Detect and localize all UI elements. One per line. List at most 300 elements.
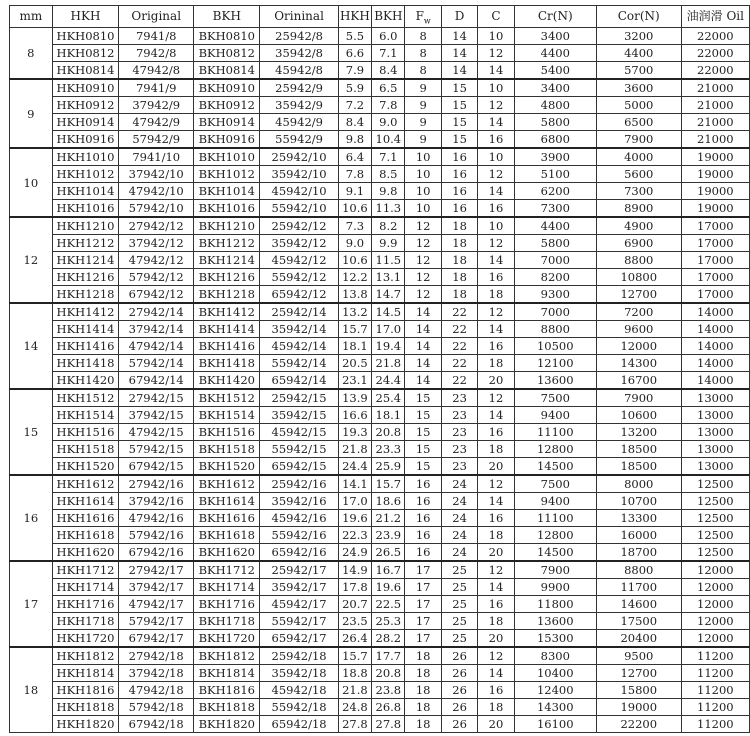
- mm-cell: 15: [10, 389, 53, 475]
- hkh-cell: HKH1618: [52, 527, 119, 544]
- hkh-weight-cell: 26.4: [338, 630, 372, 648]
- oil-cell: 12500: [681, 510, 749, 527]
- bkh-cell: BKH1620: [194, 544, 260, 562]
- c-cell: 10: [478, 148, 514, 166]
- bkh-weight-cell: 25.4: [372, 389, 405, 407]
- mm-cell: 14: [10, 303, 53, 389]
- cr-cell: 15300: [514, 630, 596, 648]
- d-cell: 25: [441, 613, 477, 630]
- cor-cell: 4400: [596, 45, 681, 62]
- cor-cell: 20400: [596, 630, 681, 648]
- bkh-weight-cell: 28.2: [372, 630, 405, 648]
- table-row: [10, 389, 750, 407]
- cr-cell: 9300: [514, 286, 596, 304]
- bkh-weight-cell: 9.0: [372, 114, 405, 131]
- header-oil: 油润滑 Oil: [681, 6, 749, 28]
- c-cell: 14: [478, 252, 514, 269]
- d-cell: 26: [441, 716, 477, 733]
- fw-cell: 16: [405, 510, 441, 527]
- cr-cell: 5800: [514, 114, 596, 131]
- bkh-weight-cell: 6.0: [372, 28, 405, 45]
- cor-cell: 6500: [596, 114, 681, 131]
- fw-cell: 16: [405, 544, 441, 562]
- header-fw: [405, 6, 441, 28]
- hkh-weight-cell: 23.5: [338, 613, 372, 630]
- cr-cell: 13600: [514, 372, 596, 390]
- header-bkh: BKH: [194, 6, 260, 28]
- hkh-weight-cell: 10.6: [338, 200, 372, 218]
- hkh-cell: HKH1716: [52, 596, 119, 613]
- oil-cell: 12500: [681, 475, 749, 493]
- oil-cell: 19000: [681, 200, 749, 218]
- bkh-weight-cell: 17.7: [372, 647, 405, 665]
- hkh-weight-cell: 7.8: [338, 166, 372, 183]
- oil-cell: 17000: [681, 286, 749, 304]
- d-cell: 22: [441, 338, 477, 355]
- orininal-cell: 55942/17: [260, 613, 338, 630]
- c-cell: 18: [478, 527, 514, 544]
- oil-cell: 12000: [681, 630, 749, 648]
- fw-cell: 15: [405, 407, 441, 424]
- d-cell: 26: [441, 699, 477, 716]
- original-cell: 7941/9: [119, 79, 194, 97]
- table-row: [10, 424, 750, 441]
- d-cell: 18: [441, 235, 477, 252]
- c-cell: 20: [478, 630, 514, 648]
- hkh-cell: HKH1812: [52, 647, 119, 665]
- table-row: [10, 217, 750, 235]
- oil-cell: 21000: [681, 114, 749, 131]
- cor-cell: 7200: [596, 303, 681, 321]
- c-cell: 14: [478, 665, 514, 682]
- bkh-cell: BKH1520: [194, 458, 260, 476]
- c-cell: 20: [478, 544, 514, 562]
- bkh-cell: BKH1516: [194, 424, 260, 441]
- cr-cell: 11100: [514, 424, 596, 441]
- cor-cell: 8900: [596, 200, 681, 218]
- bkh-weight-cell: 8.2: [372, 217, 405, 235]
- table-row: [10, 544, 750, 562]
- hkh-weight-cell: 13.2: [338, 303, 372, 321]
- bkh-weight-cell: 14.7: [372, 286, 405, 304]
- cor-cell: 8000: [596, 475, 681, 493]
- cor-cell: 18700: [596, 544, 681, 562]
- c-cell: 20: [478, 458, 514, 476]
- hkh-weight-cell: 20.7: [338, 596, 372, 613]
- c-cell: 12: [478, 561, 514, 579]
- oil-cell: 13000: [681, 407, 749, 424]
- hkh-cell: HKH1818: [52, 699, 119, 716]
- cor-cell: 9600: [596, 321, 681, 338]
- table-row: [10, 148, 750, 166]
- original-cell: 37942/12: [119, 235, 194, 252]
- table-row: [10, 493, 750, 510]
- bkh-weight-cell: 9.9: [372, 235, 405, 252]
- fw-cell: 10: [405, 200, 441, 218]
- orininal-cell: 55942/10: [260, 200, 338, 218]
- cr-cell: 4800: [514, 97, 596, 114]
- header-mm: mm: [10, 6, 53, 28]
- fw-cell: 9: [405, 79, 441, 97]
- table-row: [10, 28, 750, 45]
- c-cell: 18: [478, 286, 514, 304]
- original-cell: 47942/10: [119, 183, 194, 200]
- hkh-weight-cell: 18.8: [338, 665, 372, 682]
- c-cell: 12: [478, 475, 514, 493]
- cor-cell: 4000: [596, 148, 681, 166]
- hkh-weight-cell: 13.8: [338, 286, 372, 304]
- cr-cell: 7000: [514, 252, 596, 269]
- mm-cell: 17: [10, 561, 53, 647]
- cr-cell: 8800: [514, 321, 596, 338]
- hkh-cell: HKH1712: [52, 561, 119, 579]
- original-cell: 47942/14: [119, 338, 194, 355]
- fw-cell: 15: [405, 441, 441, 458]
- c-cell: 14: [478, 579, 514, 596]
- table-row: [10, 630, 750, 648]
- hkh-weight-cell: 12.2: [338, 269, 372, 286]
- original-cell: 7942/8: [119, 45, 194, 62]
- hkh-cell: HKH1412: [52, 303, 119, 321]
- bkh-weight-cell: 13.1: [372, 269, 405, 286]
- bkh-cell: BKH1016: [194, 200, 260, 218]
- c-cell: 12: [478, 389, 514, 407]
- bkh-weight-cell: 19.6: [372, 579, 405, 596]
- c-cell: 10: [478, 28, 514, 45]
- d-cell: 24: [441, 544, 477, 562]
- cor-cell: 22200: [596, 716, 681, 733]
- oil-cell: 17000: [681, 269, 749, 286]
- hkh-weight-cell: 21.8: [338, 441, 372, 458]
- header-d: D: [441, 6, 477, 28]
- original-cell: 67942/18: [119, 716, 194, 733]
- original-cell: 37942/17: [119, 579, 194, 596]
- header-fw-sub: w: [423, 16, 431, 26]
- bkh-cell: BKH1518: [194, 441, 260, 458]
- hkh-cell: HKH1518: [52, 441, 119, 458]
- c-cell: 14: [478, 321, 514, 338]
- table-row: [10, 510, 750, 527]
- d-cell: 22: [441, 303, 477, 321]
- fw-cell: 8: [405, 28, 441, 45]
- cr-cell: 9900: [514, 579, 596, 596]
- fw-cell: 10: [405, 166, 441, 183]
- c-cell: 18: [478, 613, 514, 630]
- cor-cell: 3200: [596, 28, 681, 45]
- cor-cell: 17500: [596, 613, 681, 630]
- orininal-cell: 55942/12: [260, 269, 338, 286]
- oil-cell: 19000: [681, 148, 749, 166]
- fw-cell: 16: [405, 475, 441, 493]
- oil-cell: 22000: [681, 28, 749, 45]
- hkh-cell: HKH1714: [52, 579, 119, 596]
- oil-cell: 13000: [681, 424, 749, 441]
- cor-cell: 7900: [596, 389, 681, 407]
- fw-cell: 12: [405, 217, 441, 235]
- hkh-cell: HKH1816: [52, 682, 119, 699]
- hkh-weight-cell: 19.6: [338, 510, 372, 527]
- orininal-cell: 25942/14: [260, 303, 338, 321]
- c-cell: 20: [478, 372, 514, 390]
- table-row: [10, 458, 750, 476]
- bkh-cell: BKH1720: [194, 630, 260, 648]
- bkh-cell: BKH1012: [194, 166, 260, 183]
- table-row: [10, 131, 750, 149]
- cr-cell: 12800: [514, 441, 596, 458]
- cor-cell: 14300: [596, 355, 681, 372]
- c-cell: 12: [478, 303, 514, 321]
- d-cell: 18: [441, 252, 477, 269]
- bkh-weight-cell: 18.1: [372, 407, 405, 424]
- cr-cell: 9400: [514, 407, 596, 424]
- hkh-weight-cell: 24.8: [338, 699, 372, 716]
- fw-cell: 14: [405, 355, 441, 372]
- orininal-cell: 55942/18: [260, 699, 338, 716]
- fw-cell: 10: [405, 183, 441, 200]
- c-cell: 16: [478, 200, 514, 218]
- hkh-weight-cell: 15.7: [338, 321, 372, 338]
- oil-cell: 21000: [681, 131, 749, 149]
- original-cell: 27942/12: [119, 217, 194, 235]
- oil-cell: 17000: [681, 252, 749, 269]
- bkh-cell: BKH1216: [194, 269, 260, 286]
- bkh-weight-cell: 11.5: [372, 252, 405, 269]
- d-cell: 15: [441, 97, 477, 114]
- cor-cell: 8800: [596, 561, 681, 579]
- bkh-weight-cell: 7.1: [372, 148, 405, 166]
- hkh-cell: HKH1012: [52, 166, 119, 183]
- hkh-weight-cell: 24.4: [338, 458, 372, 476]
- orininal-cell: 65942/12: [260, 286, 338, 304]
- c-cell: 10: [478, 79, 514, 97]
- original-cell: 27942/16: [119, 475, 194, 493]
- hkh-cell: HKH0910: [52, 79, 119, 97]
- table-row: [10, 321, 750, 338]
- orininal-cell: 55942/15: [260, 441, 338, 458]
- bkh-weight-cell: 10.4: [372, 131, 405, 149]
- fw-cell: 8: [405, 62, 441, 80]
- d-cell: 16: [441, 200, 477, 218]
- table-row: [10, 166, 750, 183]
- fw-cell: 12: [405, 286, 441, 304]
- orininal-cell: 55942/16: [260, 527, 338, 544]
- orininal-cell: 35942/17: [260, 579, 338, 596]
- original-cell: 67942/16: [119, 544, 194, 562]
- fw-cell: 14: [405, 303, 441, 321]
- bkh-weight-cell: 25.3: [372, 613, 405, 630]
- bkh-cell: BKH1818: [194, 699, 260, 716]
- oil-cell: 12500: [681, 493, 749, 510]
- hkh-weight-cell: 9.1: [338, 183, 372, 200]
- oil-cell: 11200: [681, 716, 749, 733]
- bkh-cell: BKH1514: [194, 407, 260, 424]
- original-cell: 7941/10: [119, 148, 194, 166]
- cr-cell: 5800: [514, 235, 596, 252]
- table-row: [10, 338, 750, 355]
- d-cell: 14: [441, 45, 477, 62]
- fw-cell: 9: [405, 131, 441, 149]
- orininal-cell: 25942/15: [260, 389, 338, 407]
- table-row: [10, 475, 750, 493]
- cr-cell: 8300: [514, 647, 596, 665]
- orininal-cell: 35942/18: [260, 665, 338, 682]
- d-cell: 26: [441, 665, 477, 682]
- d-cell: 18: [441, 217, 477, 235]
- bkh-cell: BKH1214: [194, 252, 260, 269]
- original-cell: 57942/15: [119, 441, 194, 458]
- table-row: [10, 45, 750, 62]
- table-row: [10, 97, 750, 114]
- bkh-cell: BKH1210: [194, 217, 260, 235]
- bkh-cell: BKH0914: [194, 114, 260, 131]
- table-row: [10, 200, 750, 218]
- c-cell: 10: [478, 217, 514, 235]
- header-c: C: [478, 6, 514, 28]
- oil-cell: 22000: [681, 45, 749, 62]
- hkh-cell: HKH1620: [52, 544, 119, 562]
- hkh-weight-cell: 18.1: [338, 338, 372, 355]
- fw-cell: 17: [405, 561, 441, 579]
- hkh-cell: HKH1418: [52, 355, 119, 372]
- bkh-cell: BKH0910: [194, 79, 260, 97]
- hkh-weight-cell: 9.0: [338, 235, 372, 252]
- hkh-cell: HKH1516: [52, 424, 119, 441]
- d-cell: 16: [441, 148, 477, 166]
- bkh-cell: BKH1812: [194, 647, 260, 665]
- cr-cell: 11100: [514, 510, 596, 527]
- bkh-cell: BKH1816: [194, 682, 260, 699]
- d-cell: 23: [441, 424, 477, 441]
- c-cell: 16: [478, 338, 514, 355]
- table-row: [10, 183, 750, 200]
- mm-cell: 8: [10, 28, 53, 80]
- bkh-cell: BKH1414: [194, 321, 260, 338]
- bkh-cell: BKH1712: [194, 561, 260, 579]
- header-bkh-weight: BKH: [372, 6, 405, 28]
- orininal-cell: 65942/15: [260, 458, 338, 476]
- d-cell: 15: [441, 114, 477, 131]
- d-cell: 24: [441, 510, 477, 527]
- bkh-cell: BKH1418: [194, 355, 260, 372]
- original-cell: 57942/10: [119, 200, 194, 218]
- bkh-weight-cell: 24.4: [372, 372, 405, 390]
- hkh-cell: HKH1212: [52, 235, 119, 252]
- original-cell: 57942/17: [119, 613, 194, 630]
- c-cell: 12: [478, 97, 514, 114]
- hkh-weight-cell: 6.4: [338, 148, 372, 166]
- orininal-cell: 65942/17: [260, 630, 338, 648]
- orininal-cell: 55942/14: [260, 355, 338, 372]
- orininal-cell: 25942/9: [260, 79, 338, 97]
- orininal-cell: 35942/8: [260, 45, 338, 62]
- bkh-weight-cell: 22.5: [372, 596, 405, 613]
- orininal-cell: 65942/18: [260, 716, 338, 733]
- d-cell: 14: [441, 28, 477, 45]
- fw-cell: 14: [405, 321, 441, 338]
- original-cell: 57942/14: [119, 355, 194, 372]
- oil-cell: 14000: [681, 321, 749, 338]
- mm-cell: 9: [10, 79, 53, 148]
- oil-cell: 14000: [681, 303, 749, 321]
- fw-cell: 18: [405, 665, 441, 682]
- original-cell: 37942/10: [119, 166, 194, 183]
- d-cell: 22: [441, 355, 477, 372]
- table-body: [10, 28, 750, 733]
- orininal-cell: 25942/12: [260, 217, 338, 235]
- c-cell: 18: [478, 355, 514, 372]
- fw-cell: 9: [405, 114, 441, 131]
- cor-cell: 10800: [596, 269, 681, 286]
- bkh-cell: BKH1716: [194, 596, 260, 613]
- table-row: [10, 699, 750, 716]
- d-cell: 18: [441, 286, 477, 304]
- orininal-cell: 25942/16: [260, 475, 338, 493]
- oil-cell: 13000: [681, 458, 749, 476]
- header-orininal: Orininal: [260, 6, 338, 28]
- cr-cell: 5100: [514, 166, 596, 183]
- bkh-cell: BKH1612: [194, 475, 260, 493]
- table-row: [10, 682, 750, 699]
- hkh-cell: HKH1016: [52, 200, 119, 218]
- oil-cell: 17000: [681, 235, 749, 252]
- cr-cell: 3400: [514, 28, 596, 45]
- hkh-weight-cell: 10.6: [338, 252, 372, 269]
- table-row: [10, 716, 750, 733]
- cor-cell: 12700: [596, 665, 681, 682]
- table-row: [10, 527, 750, 544]
- oil-cell: 12000: [681, 596, 749, 613]
- orininal-cell: 45942/9: [260, 114, 338, 131]
- cr-cell: 4400: [514, 45, 596, 62]
- table-row: [10, 269, 750, 286]
- hkh-cell: HKH1210: [52, 217, 119, 235]
- original-cell: 27942/18: [119, 647, 194, 665]
- cr-cell: 7900: [514, 561, 596, 579]
- c-cell: 16: [478, 510, 514, 527]
- hkh-weight-cell: 21.8: [338, 682, 372, 699]
- cor-cell: 12700: [596, 286, 681, 304]
- cr-cell: 12800: [514, 527, 596, 544]
- c-cell: 12: [478, 45, 514, 62]
- original-cell: 47942/9: [119, 114, 194, 131]
- fw-cell: 9: [405, 97, 441, 114]
- bkh-weight-cell: 9.8: [372, 183, 405, 200]
- orininal-cell: 45942/17: [260, 596, 338, 613]
- header-row: [10, 6, 750, 28]
- table-row: [10, 252, 750, 269]
- original-cell: 37942/16: [119, 493, 194, 510]
- oil-cell: 22000: [681, 62, 749, 80]
- hkh-cell: HKH1520: [52, 458, 119, 476]
- original-cell: 57942/12: [119, 269, 194, 286]
- cor-cell: 10600: [596, 407, 681, 424]
- cor-cell: 5000: [596, 97, 681, 114]
- cor-cell: 18500: [596, 441, 681, 458]
- cr-cell: 12100: [514, 355, 596, 372]
- d-cell: 24: [441, 527, 477, 544]
- bkh-weight-cell: 23.3: [372, 441, 405, 458]
- hkh-weight-cell: 19.3: [338, 424, 372, 441]
- bkh-weight-cell: 20.8: [372, 665, 405, 682]
- d-cell: 25: [441, 630, 477, 648]
- hkh-cell: HKH1612: [52, 475, 119, 493]
- bearing-spec-table: [9, 5, 750, 733]
- table-row: [10, 235, 750, 252]
- oil-cell: 19000: [681, 166, 749, 183]
- cr-cell: 6800: [514, 131, 596, 149]
- hkh-weight-cell: 7.2: [338, 97, 372, 114]
- cor-cell: 7300: [596, 183, 681, 200]
